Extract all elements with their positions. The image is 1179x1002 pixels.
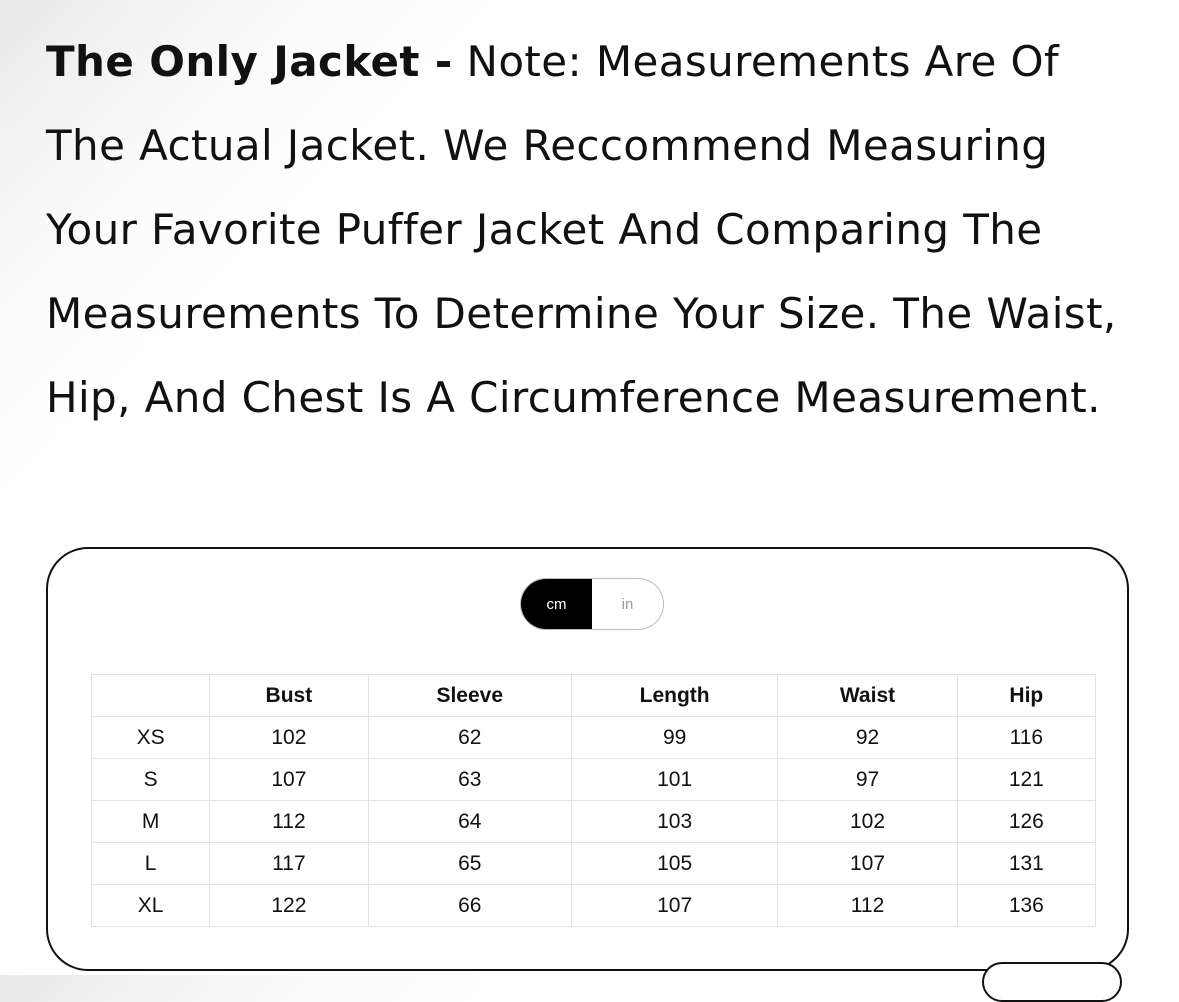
sleeve-cell: 65: [368, 843, 571, 885]
sleeve-cell: 66: [368, 885, 571, 927]
size-label-cell: L: [92, 843, 210, 885]
bust-cell: 112: [210, 801, 368, 843]
length-cell: 99: [571, 717, 777, 759]
product-name: The Only Jacket -: [46, 37, 453, 86]
column-header-sleeve: Sleeve: [368, 675, 571, 717]
table-row: [92, 885, 1096, 927]
bust-cell: 102: [210, 717, 368, 759]
waist-cell: 92: [778, 717, 957, 759]
table-row: [92, 801, 1096, 843]
size-label-cell: S: [92, 759, 210, 801]
hip-cell: 126: [957, 801, 1095, 843]
hip-cell: 121: [957, 759, 1095, 801]
bust-cell: 122: [210, 885, 368, 927]
waist-cell: 102: [778, 801, 957, 843]
unit-cm-option[interactable]: cm: [521, 579, 592, 629]
table-row: [92, 843, 1096, 885]
column-header-length: Length: [571, 675, 777, 717]
waist-cell: 112: [778, 885, 957, 927]
waist-cell: 97: [778, 759, 957, 801]
table-row: [92, 717, 1096, 759]
sleeve-cell: 64: [368, 801, 571, 843]
length-cell: 101: [571, 759, 777, 801]
column-header-waist: Waist: [778, 675, 957, 717]
bust-cell: 107: [210, 759, 368, 801]
measurement-note: Note: Measurements Are Of The Actual Jacket. We Reccommend Measuring Your Favorite Puffer Jacket And Comparing The Measurements To Determine Your Size. The Waist, Hip, And Chest Is A Circumference Measurement.: [46, 37, 1117, 422]
length-cell: 105: [571, 843, 777, 885]
length-cell: 107: [571, 885, 777, 927]
size-label-cell: XS: [92, 717, 210, 759]
waist-cell: 107: [778, 843, 957, 885]
column-header-hip: Hip: [957, 675, 1095, 717]
hip-cell: 131: [957, 843, 1095, 885]
bottom-corner-tab: [982, 962, 1122, 1002]
size-guide-note: [46, 20, 1146, 440]
hip-cell: 136: [957, 885, 1095, 927]
column-header-size: [92, 675, 210, 717]
table-header-row: [92, 675, 1096, 717]
hip-cell: 116: [957, 717, 1095, 759]
unit-toggle[interactable]: [520, 578, 664, 630]
size-label-cell: M: [92, 801, 210, 843]
column-header-bust: Bust: [210, 675, 368, 717]
size-label-cell: XL: [92, 885, 210, 927]
unit-in-option[interactable]: in: [592, 579, 663, 629]
size-chart-card: [46, 547, 1129, 971]
sleeve-cell: 62: [368, 717, 571, 759]
sleeve-cell: 63: [368, 759, 571, 801]
bust-cell: 117: [210, 843, 368, 885]
table-row: [92, 759, 1096, 801]
size-table: [91, 674, 1096, 927]
length-cell: 103: [571, 801, 777, 843]
